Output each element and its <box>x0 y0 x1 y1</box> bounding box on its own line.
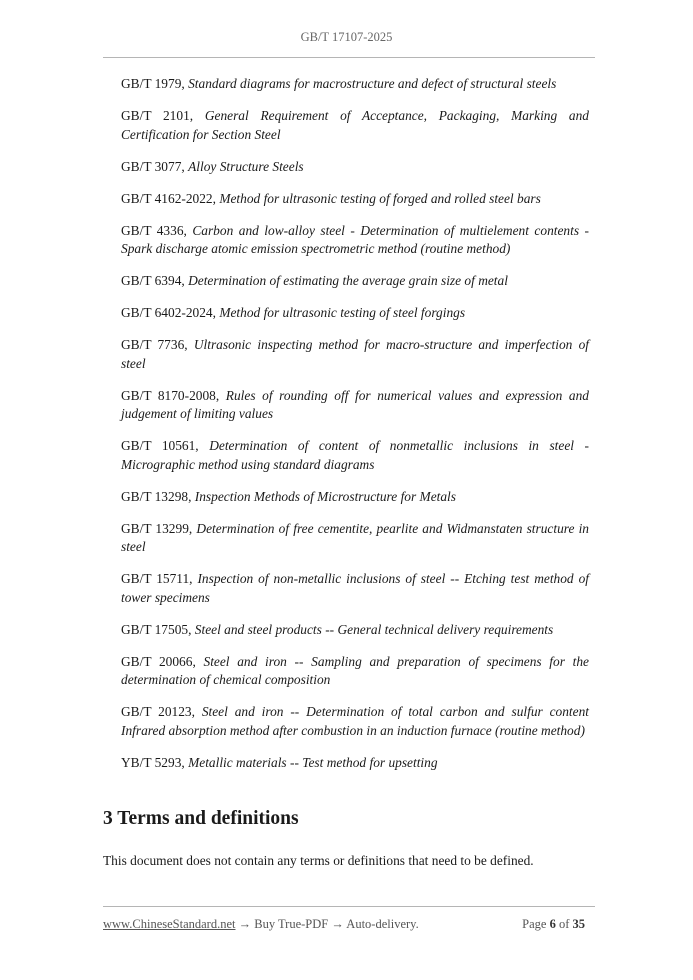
reference-code: GB/T 17505, <box>121 621 195 637</box>
reference-code: GB/T 3077, <box>121 158 189 174</box>
reference-item <box>121 304 589 323</box>
reference-item <box>121 107 589 144</box>
normative-references-list <box>121 75 589 786</box>
header-divider <box>103 57 595 58</box>
reference-item <box>121 272 589 291</box>
reference-title: Method for ultrasonic testing of forged and rolled steel bars <box>219 190 541 206</box>
reference-code: GB/T 6402-2024, <box>121 305 220 320</box>
reference-title: Carbon and low-alloy steel - Determination of multielement contents - Spark discharge atomic emission spectrometric method (routine method) <box>121 222 589 256</box>
reference-code: GB/T 15711, <box>121 571 198 586</box>
reference-code: GB/T 13298, <box>121 488 195 504</box>
reference-item <box>121 621 589 640</box>
reference-code: GB/T 4162-2022, <box>121 190 220 206</box>
reference-title: Alloy Structure Steels <box>188 158 304 174</box>
reference-title: Steel and iron -- Determination of total carbon and sulfur content Infrared absorption method after combustion in an induction furnace (routine method) <box>121 704 590 738</box>
reference-item <box>121 387 589 424</box>
footer-divider <box>103 906 595 907</box>
reference-item <box>121 570 589 607</box>
page-indicator <box>522 917 585 932</box>
reference-code: GB/T 20066, <box>121 653 204 669</box>
reference-item <box>121 190 589 209</box>
reference-title: Standard diagrams for macrostructure and defect of structural steels <box>188 76 557 91</box>
reference-item <box>121 520 589 557</box>
section-body: This document does not contain any terms or definitions that need to be defined. <box>103 853 534 868</box>
reference-code: YB/T 5293, <box>121 754 189 770</box>
reference-title: Determination of free cementite, pearlite and Widmanstaten structure in steel <box>121 520 590 554</box>
reference-title: Steel and steel products -- General technical delivery requirements <box>194 621 554 637</box>
reference-code: GB/T 1979, <box>121 76 189 91</box>
section-heading: 3 Terms and definitions <box>103 808 299 829</box>
reference-item <box>121 653 589 690</box>
footer-promo <box>103 917 419 932</box>
page-label: Page <box>522 917 550 931</box>
reference-title: Inspection of non-metallic inclusions of steel -- Etching test method of tower specimens <box>121 571 589 605</box>
of-label: of <box>555 917 573 931</box>
reference-code: GB/T 6394, <box>121 273 189 288</box>
reference-code: GB/T 4336, <box>121 222 193 238</box>
reference-item <box>121 75 589 94</box>
reference-code: GB/T 2101, <box>121 108 205 123</box>
reference-code: GB/T 20123, <box>121 704 202 719</box>
reference-item <box>121 754 589 773</box>
footer-tagline: → Buy True-PDF → Auto-delivery. <box>235 917 419 931</box>
page-total: 35 <box>572 917 585 931</box>
reference-title: Inspection Methods of Microstructure for Metals <box>194 488 456 504</box>
reference-item <box>121 158 589 177</box>
reference-title: General Requirement of Acceptance, Packaging, Marking and Certification for Section Steel <box>121 108 590 142</box>
reference-item <box>121 437 589 474</box>
reference-title: Ultrasonic inspecting method for macro-structure and imperfection of steel <box>121 337 589 371</box>
reference-title: Steel and iron -- Sampling and preparation of specimens for the determination of chemical composition <box>121 653 589 687</box>
reference-item <box>121 222 589 259</box>
reference-item <box>121 703 589 740</box>
reference-code: GB/T 7736, <box>121 337 194 352</box>
reference-code: GB/T 10561, <box>121 438 210 453</box>
page-header: GB/T 17107-2025 <box>300 30 393 44</box>
reference-item <box>121 488 589 507</box>
reference-title: Rules of rounding off for numerical values and expression and judgement of limiting values <box>121 387 589 421</box>
reference-title: Method for ultrasonic testing of steel forgings <box>219 305 466 320</box>
reference-code: GB/T 8170-2008, <box>121 387 226 403</box>
reference-title: Metallic materials -- Test method for upsetting <box>188 754 438 770</box>
page-number: 6 <box>549 917 556 931</box>
reference-title: Determination of estimating the average grain size of metal <box>188 273 508 288</box>
site-link[interactable]: www.ChineseStandard.net <box>103 917 236 931</box>
reference-item <box>121 336 589 373</box>
reference-title: Determination of content of nonmetallic inclusions in steel - Micrographic method using standard diagrams <box>121 438 589 472</box>
reference-code: GB/T 13299, <box>121 520 197 536</box>
